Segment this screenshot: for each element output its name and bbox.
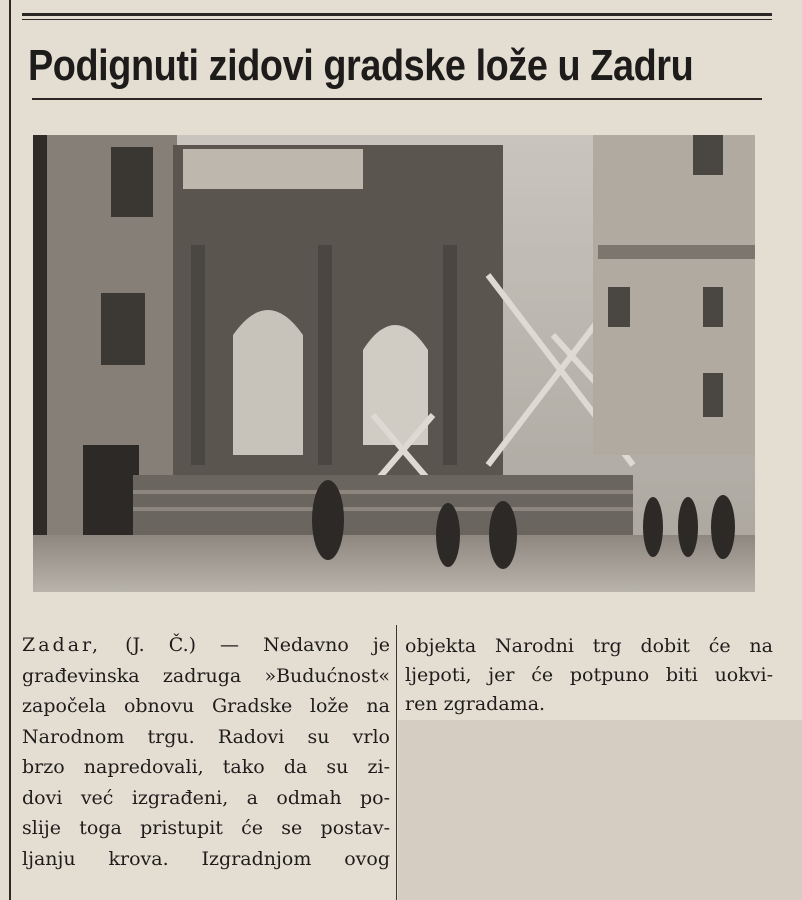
- text-line-6: dovi već izgrađeni, a odmah po-: [22, 786, 390, 809]
- text-line-9: objekta Narodni trg dobit će na: [405, 635, 773, 657]
- byline: (J. Č.): [125, 634, 197, 656]
- dateline: Zadar,: [22, 634, 102, 656]
- text-line: [22, 630, 390, 661]
- top-rule: [22, 13, 772, 16]
- text-line-5: brzo napredovali, tako da su zi-: [22, 756, 390, 778]
- column-divider: [396, 625, 397, 900]
- headline: Podignuti zidovi gradske lože u Zadru: [28, 41, 694, 90]
- news-photo: [33, 135, 755, 592]
- text-line-4: Narodnom trgu. Radovi su vrlo: [22, 725, 390, 748]
- text-line-7: slije toga pristupit će se postav-: [22, 817, 390, 839]
- blank-area: [398, 720, 802, 900]
- text-line-1: — Nedavno je: [196, 634, 390, 656]
- photograph-icon: [33, 135, 755, 592]
- headline-rule: [32, 98, 762, 100]
- text-line-8: ljanju krova. Izgradnjom ovog: [22, 847, 390, 870]
- text-line-2: građevinska zadruga »Budućnost«: [22, 664, 390, 687]
- top-rule-thin: [22, 19, 772, 20]
- text-line-11: ren zgradama.: [405, 693, 546, 715]
- article-column-1: [22, 630, 390, 874]
- text-line-3: započela obnovu Gradske lože na: [22, 695, 390, 717]
- article-column-2: [405, 632, 773, 719]
- column-rule-left: [9, 0, 11, 900]
- text-line-10: ljepoti, jer će potpuno biti uokvi-: [405, 664, 773, 686]
